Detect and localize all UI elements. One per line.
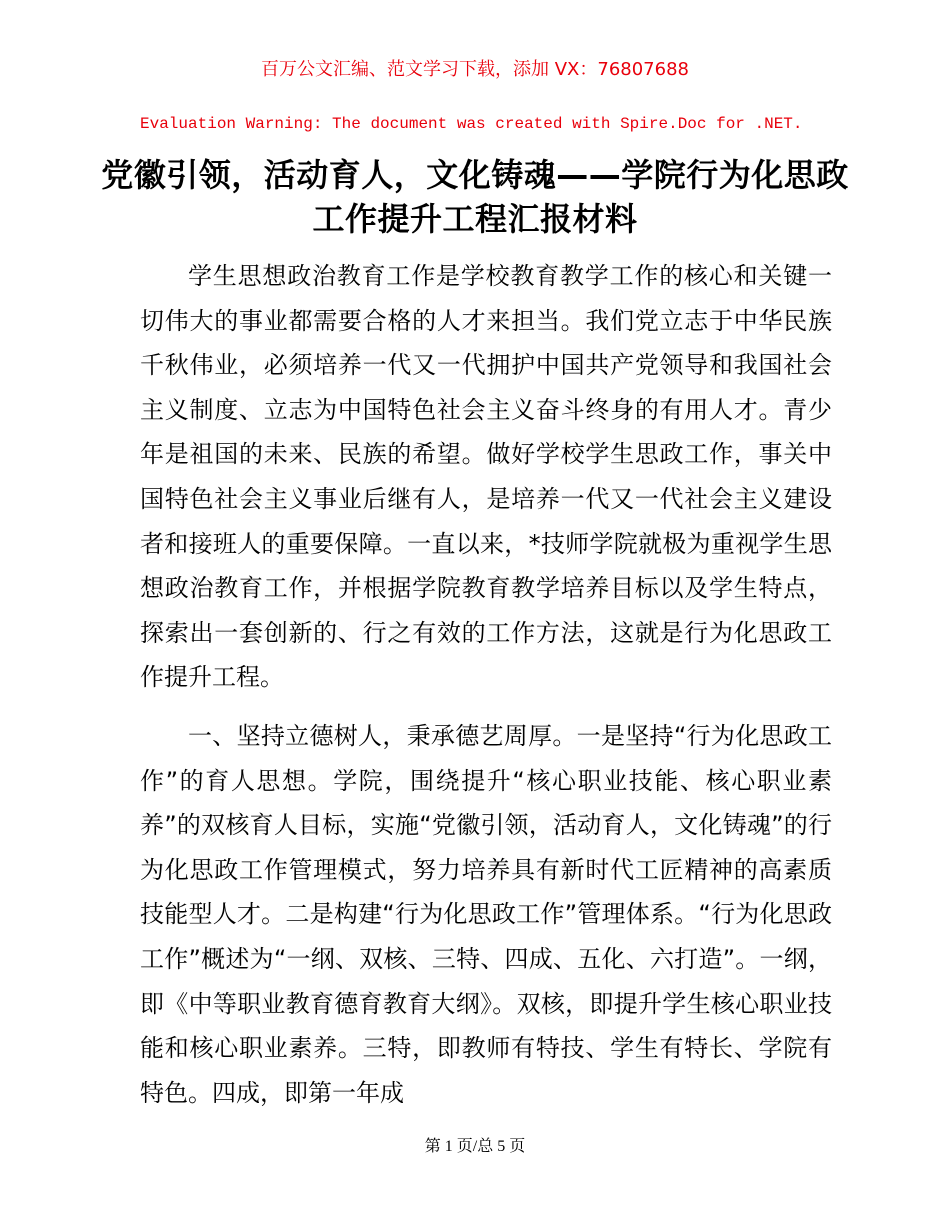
document-body xyxy=(140,254,832,1115)
document-title: 党徽引领，活动育人，文化铸魂——学院行为化思政工作提升工程汇报材料 xyxy=(101,156,849,238)
evaluation-warning: Evaluation Warning: The document was created with Spire.Doc for .NET. xyxy=(140,115,803,133)
page-indicator: 第 1 页/总 5 页 xyxy=(424,1138,526,1155)
header-banner: 百万公文汇编、范文学习下载，添加 VX：76807688 xyxy=(261,59,689,80)
body-paragraph: 学生思想政治教育工作是学校教育教学工作的核心和关键一切伟大的事业都需要合格的人才来担当。我们党立志于中华民族千秋伟业，必须培养一代又一代拥护中国共产党领导和我国社会主义制度、立志为中国特色社会主义奋斗终身的有用人才。青少年是祖国的未来、民族的希望。做好学校学生思政工作，事关中国特色社会主义事业后继有人，是培养一代又一代社会主义建设者和接班人的重要保障。一直以来，*技师学院就极为重视学生思想政治教育工作，并根据学院教育教学培养目标以及学生特点，探索出一套创新的、行之有效的工作方法，这就是行为化思政工作提升工程。 xyxy=(140,262,832,692)
body-paragraph: 一、坚持立德树人，秉承德艺周厚。一是坚持“行为化思政工作”的育人思想。学院，围绕提升“核心职业技能、核心职业素养”的双核育人目标，实施“党徽引领，活动育人，文化铸魂”的行为化思政工作管理模式，努力培养具有新时代工匠精神的高素质技能型人才。二是构建“行为化思政工作”管理体系。“行为化思政工作”概述为“一纲、双核、三特、四成、五化、六打造”。一纲，即《中等职业教育德育教育大纲》。双核，即提升学生核心职业技能和核心职业素养。三特，即教师有特技、学生有特长、学院有特色。四成，即第一年成 xyxy=(140,721,832,1107)
